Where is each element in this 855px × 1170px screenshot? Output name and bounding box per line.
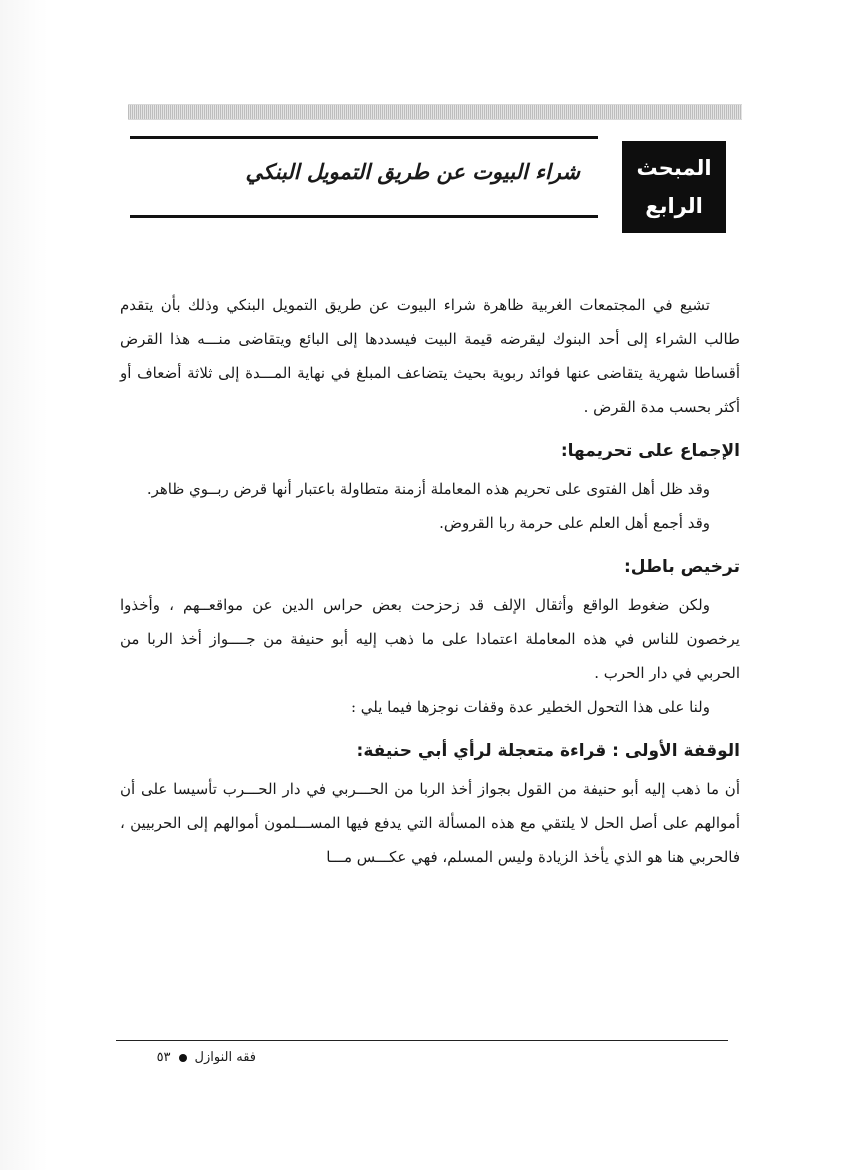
title-bottom-rule <box>130 215 598 218</box>
paragraph-consensus-2: وقد أجمع أهل العلم على حرمة ربا القروض. <box>439 514 710 532</box>
page-footer <box>116 1050 256 1065</box>
footer-rule <box>116 1040 728 1041</box>
heading-first-stop: الوقفة الأولى : قراءة متعجلة لرأي أبي حنيفة: <box>356 741 740 761</box>
body-text <box>120 288 740 874</box>
footer-book-title: فقه النوازل <box>194 1050 256 1065</box>
paragraph-intro: تشيع في المجتمعات الغربية ظاهرة شراء البيوت عن طريق التمويل البنكي وذلك بأن يتقدم طالب الشراء إلى أحد البنوك ليقرضه قيمة البيت فيسددها إلى البائع ويتقاضى منـــه هذا القرض أقساطا شهرية يتقاضى عنها فوائد ربوية بحيث يتضاعف المبلغ في نهاية المـــدة إلى ثلاثة أضعاف أو أكثر بحسب مدة القرض . <box>120 296 740 416</box>
title-top-rule <box>130 136 598 139</box>
chapter-label-line1: المبحث <box>636 156 712 180</box>
page-edge-shadow <box>0 0 48 1170</box>
bullet-icon <box>179 1054 187 1062</box>
header-decorative-bar <box>128 104 742 120</box>
paragraph-stops-intro: ولنا على هذا التحول الخطير عدة وقفات نوجزها فيما يلي : <box>350 698 710 716</box>
paragraph-consensus-1: وقد ظل أهل الفتوى على تحريم هذه المعاملة أزمنة متطاولة باعتبار أنها قرض ربــوي ظاهر. <box>146 480 710 498</box>
chapter-label-box <box>622 141 726 233</box>
paragraph-permission: ولكن ضغوط الواقع وأثقال الإلف قد زحزحت بعض حراس الدين عن مواقعــهم ، وأخذوا يرخصون للناس في هذه المعاملة اعتمادا على ما ذهب إليه أبو حنيفة من جــــواز أخذ الربا من الحربي في دار الحرب . <box>120 596 740 682</box>
heading-false-permission: ترخيص باطل: <box>623 557 740 577</box>
chapter-label-line2: الرابع <box>645 194 703 218</box>
heading-consensus: الإجماع على تحريمها: <box>560 441 740 461</box>
chapter-title: شراء البيوت عن طريق التمويل البنكي <box>245 160 580 184</box>
paragraph-first-stop: أن ما ذهب إليه أبو حنيفة من القول بجواز أخذ الربا من الحـــربي في دار الحـــرب تأسيسا على أن أموالهم على أصل الحل لا يلتقي مع هذه المسألة التي يدفع فيها المســـلمون أموالهم إلى الحربيين ، فالحربي هنا هو الذي يأخذ الزيادة وليس المسلم، فهي عكـــس مـــا <box>120 780 740 866</box>
page-number: ٥٣ <box>156 1050 171 1065</box>
